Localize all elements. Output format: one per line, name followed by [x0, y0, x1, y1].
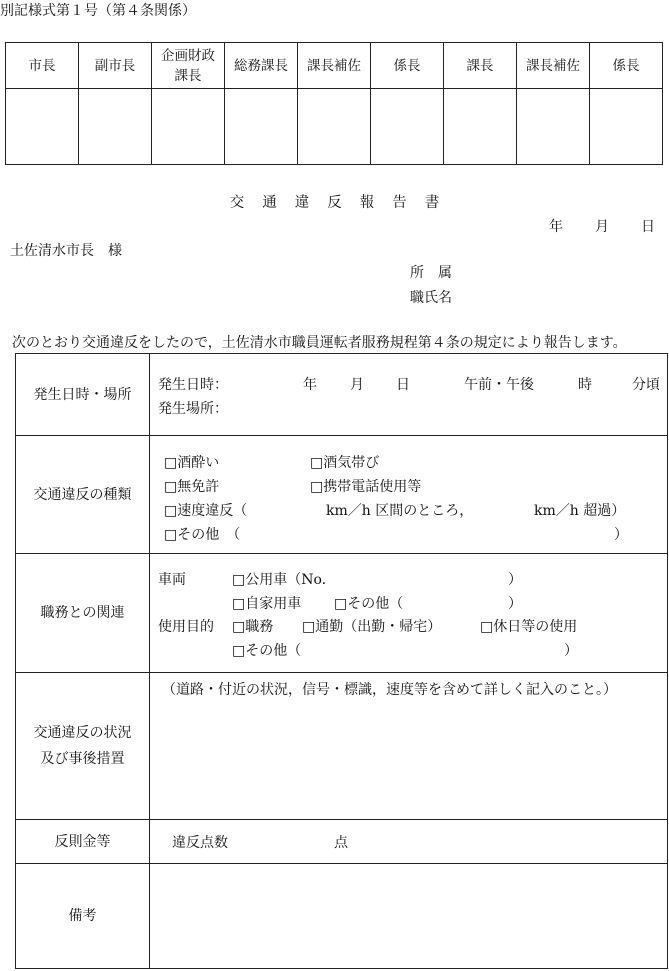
checkbox-drunk[interactable]: □酒酔い	[164, 455, 220, 471]
violation-type-label: 交通違反の種類	[16, 436, 150, 553]
occ-ampm: 午前・午後	[464, 377, 534, 393]
approval-stamp-row	[6, 89, 663, 165]
stamp-cell[interactable]	[371, 89, 444, 165]
approval-col-general-affairs-chief: 総務課長	[225, 43, 298, 89]
remarks-row	[16, 863, 667, 968]
stamp-cell[interactable]	[6, 89, 79, 165]
title-char: 交	[229, 195, 245, 211]
date-month: 月	[595, 219, 609, 235]
duty-relation-content	[150, 554, 667, 672]
duty-relation-row	[16, 553, 667, 672]
approval-col-planning-finance-chief	[152, 43, 225, 89]
stamp-cell[interactable]	[444, 89, 517, 165]
points-unit: 点	[334, 835, 348, 851]
affiliation-label: 所 属	[410, 265, 452, 281]
situation-label-line1: 交通違反の状況	[33, 725, 132, 741]
occurrence-content[interactable]	[150, 354, 667, 435]
situation-content[interactable]	[150, 673, 667, 819]
other-violation-close: ）	[614, 527, 628, 543]
violation-type-row	[16, 435, 667, 553]
checkbox-speeding[interactable]: □速度違反（	[164, 503, 248, 519]
title-char: 違	[294, 195, 310, 211]
occ-hour: 時	[578, 377, 592, 393]
checkbox-commute[interactable]: □通勤（出勤・帰宅）	[302, 619, 442, 635]
name-label: 職氏名	[410, 290, 452, 306]
situation-label-line2: 及び事後措置	[40, 751, 125, 767]
situation-row	[16, 672, 667, 819]
col3-line1: 企画財政	[161, 47, 215, 64]
other-vehicle-close: ）	[508, 596, 522, 612]
duty-relation-label: 職務との関連	[16, 554, 150, 672]
datetime-label: 発生日時：	[158, 377, 228, 393]
public-car-close: ）	[508, 572, 522, 588]
stamp-cell[interactable]	[225, 89, 298, 165]
title-char: 報	[359, 195, 375, 211]
speed-over-unit: km／h 超過）	[534, 503, 626, 519]
checkbox-alcohol[interactable]: □酒気帯び	[310, 455, 380, 471]
occ-month: 月	[350, 377, 364, 393]
checkbox-unlicensed[interactable]: □無免許	[164, 479, 220, 495]
approval-col-assistant-chief-1: 課長補佐	[298, 43, 371, 89]
title-char: 通	[262, 195, 277, 211]
checkbox-other-vehicle[interactable]: □その他（	[334, 596, 404, 612]
addressee: 土佐清水市長 様	[10, 243, 122, 259]
checkbox-holiday[interactable]: □休日等の使用	[480, 619, 578, 635]
approval-header-row	[6, 43, 663, 89]
approval-col-mayor: 市長	[6, 43, 79, 89]
fine-label: 反則金等	[16, 820, 150, 863]
report-date	[549, 216, 655, 236]
checkbox-phone[interactable]: □携帯電話使用等	[310, 479, 422, 495]
purpose-label: 使用目的	[158, 619, 214, 635]
occ-minute: 分頃	[632, 377, 660, 393]
occ-day: 日	[396, 377, 410, 393]
points-label: 違反点数	[172, 835, 228, 851]
form-number: 別記様式第１号（第４条関係）	[0, 3, 196, 19]
intro-text: 次のとおり交通違反をしたので，土佐清水市職員運転者服務規程第４条の規定により報告します。	[12, 335, 627, 351]
occurrence-row	[16, 354, 667, 435]
checkbox-other-purpose[interactable]: □その他（	[232, 643, 302, 659]
title-char: 書	[424, 195, 440, 211]
situation-note: （道路・付近の状況，信号・標識，速度等を含めて詳しく記入のこと。）	[162, 682, 617, 698]
remarks-label: 備考	[16, 864, 150, 968]
violation-type-content	[150, 436, 667, 553]
checkbox-other-violation[interactable]: □その他 （	[164, 527, 241, 543]
report-form	[15, 353, 668, 969]
title-char: 告	[392, 195, 407, 211]
approval-stamp-table	[5, 42, 663, 165]
col3-line2: 課長	[174, 67, 202, 84]
checkbox-private-car[interactable]: □自家用車	[232, 596, 302, 612]
other-purpose-close: ）	[564, 643, 578, 659]
checkbox-work[interactable]: □職務	[232, 619, 274, 635]
fine-content[interactable]	[150, 820, 667, 863]
report-title	[0, 191, 669, 212]
remarks-content[interactable]	[150, 864, 667, 968]
approval-col-assistant-chief-2: 課長補佐	[517, 43, 590, 89]
checkbox-public-car[interactable]: □公用車（No.	[232, 572, 327, 588]
occurrence-label: 発生日時・場所	[16, 354, 150, 435]
approval-col-chief: 課長	[444, 43, 517, 89]
place-label: 発生場所：	[158, 401, 228, 417]
date-day: 日	[641, 219, 655, 235]
approval-col-section-head-1: 係長	[371, 43, 444, 89]
title-char: 反	[327, 195, 342, 211]
stamp-cell[interactable]	[590, 89, 663, 165]
stamp-cell[interactable]	[517, 89, 590, 165]
approval-col-deputy-mayor: 副市長	[79, 43, 152, 89]
vehicle-label: 車両	[158, 572, 186, 588]
approval-col-section-head-2: 係長	[590, 43, 663, 89]
occ-year: 年	[303, 377, 317, 393]
speed-zone-unit: km／h 区間のところ，	[326, 503, 474, 519]
fine-row	[16, 819, 667, 863]
date-year: 年	[549, 219, 563, 235]
stamp-cell[interactable]	[79, 89, 152, 165]
stamp-cell[interactable]	[152, 89, 225, 165]
situation-label	[16, 673, 150, 819]
stamp-cell[interactable]	[298, 89, 371, 165]
